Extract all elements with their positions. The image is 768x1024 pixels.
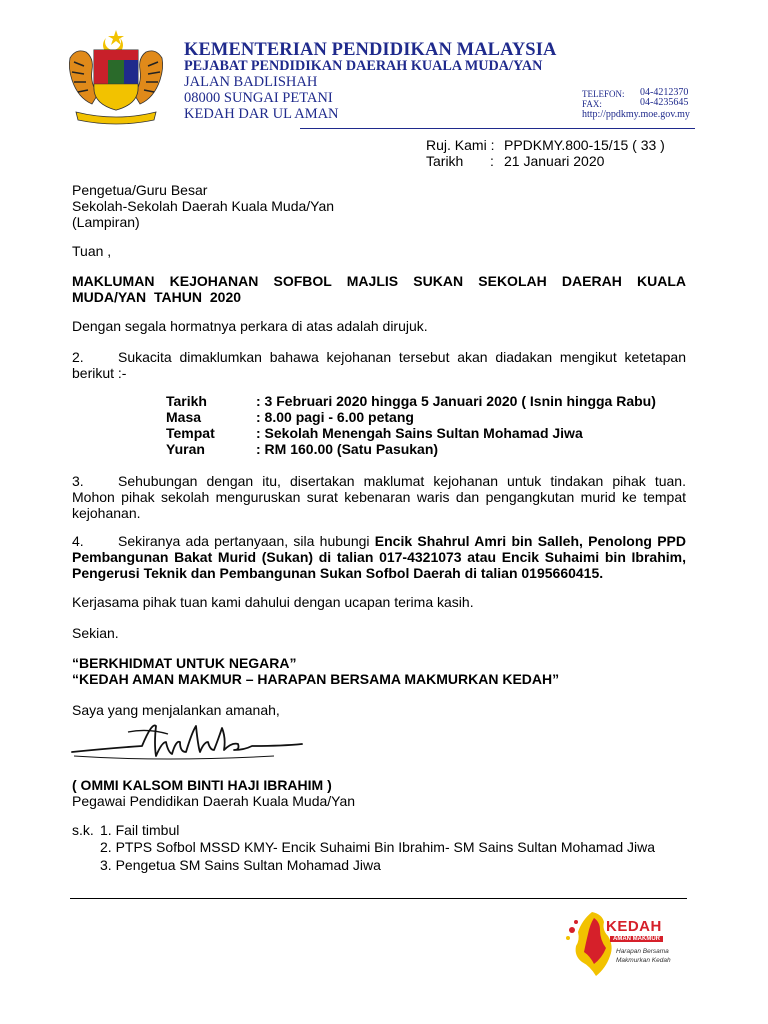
sekian: Sekian.: [72, 625, 119, 641]
detail-row-venue: [166, 425, 656, 441]
signoff-line: Saya yang menjalankan amanah,: [72, 702, 280, 718]
coat-of-arms-icon: [62, 28, 170, 128]
detail-row-fee: [166, 441, 656, 457]
address-line-3: KEDAH DAR UL AMAN: [184, 106, 339, 122]
kedah-slogan-1: Harapan Bersama: [616, 948, 669, 955]
kedah-slogan-2: Makmurkan Kedah: [616, 957, 671, 964]
date-value: 21 Januari 2020: [504, 153, 605, 169]
closing-line: Kerjasama pihak tuan kami dahului dengan ucapan terima kasih.: [72, 594, 474, 610]
telefon-value: 04-4212370: [640, 87, 689, 98]
paragraph-4: [72, 533, 686, 581]
cc-label: s.k.: [72, 822, 94, 838]
cc-item-3: 3. Pengetua SM Sains Sultan Mohamad Jiwa: [100, 857, 381, 873]
detail-value: : Sekolah Menengah Sains Sultan Mohamad Jiwa: [256, 425, 583, 441]
kedah-aman-makmur-logo: [562, 908, 682, 980]
motto-2: “KEDAH AMAN MAKMUR – HARAPAN BERSAMA MAKMURKAN KEDAH”: [72, 671, 560, 687]
signature-icon: [70, 718, 310, 774]
paragraph-1: Dengan segala hormatnya perkara di atas adalah dirujuk.: [72, 318, 428, 334]
website-link[interactable]: http://ppdkmy.moe.gov.my: [582, 109, 690, 120]
kedah-tag: AMAN MAKMUR: [610, 936, 663, 942]
detail-label: Tempat: [166, 425, 215, 441]
cc-item-2: 2. PTPS Sofbol MSSD KMY- Encik Suhaimi Bin Ibrahim- SM Sains Sultan Mohamad Jiwa: [100, 839, 656, 855]
detail-value: : RM 160.00 (Satu Pasukan): [256, 441, 439, 457]
paragraph-4-number: 4.: [72, 533, 84, 549]
detail-value: : 3 Februari 2020 hingga 5 Januari 2020 ( Isnin hingga Rabu): [256, 393, 656, 409]
motto-1: “BERKHIDMAT UNTUK NEGARA”: [72, 655, 297, 671]
org-subtitle: PEJABAT PENDIDIKAN DAERAH KUALA MUDA/YAN: [184, 58, 543, 74]
detail-value: : 8.00 pagi - 6.00 petang: [256, 409, 414, 425]
paragraph-2: Sukacita dimaklumkan bahawa kejohanan tersebut akan diadakan mengikut ketetapan berikut :-: [72, 349, 686, 381]
address-line-1: JALAN BADLISHAH: [184, 74, 318, 90]
kedah-brand: KEDAH: [606, 918, 662, 935]
cc-item-1: 1. Fail timbul: [100, 822, 180, 838]
date-colon: :: [490, 153, 494, 169]
detail-row-date: [166, 393, 656, 409]
fax-value: 04-4235645: [640, 97, 689, 108]
date-label: Tarikh: [426, 153, 464, 169]
detail-label: Tarikh: [166, 393, 207, 409]
paragraph-4-contacts: Encik Shahrul Amri bin Salleh, Penolong PPD Pembangunan Bakat Murid (Sukan) di talian 017-4321073 atau Encik Suhaimi bin Ibrahim, Pengerusi Teknik dan Pembangunan Sukan Sofbol Daerah di talian 0195660415.: [72, 533, 686, 581]
recipient-line-1: Pengetua/Guru Besar: [72, 182, 208, 198]
fax-label: FAX:: [582, 99, 602, 109]
paragraph-3-number: 3.: [72, 473, 84, 489]
detail-label: Yuran: [166, 441, 205, 457]
recipient-line-2: Sekolah-Sekolah Daerah Kuala Muda/Yan: [72, 198, 335, 214]
ref-label: Ruj. Kami :: [426, 137, 495, 153]
paragraph-3: Sehubungan dengan itu, disertakan maklumat kejohanan untuk tindakan pihak tuan. Mohon pihak sekolah menguruskan surat kebenaran waris dan pengangkutan murid ke tempat kejohanan.: [72, 473, 686, 521]
signatory-title: Pegawai Pendidikan Daerah Kuala Muda/Yan: [72, 793, 356, 809]
ref-value: PPDKMY.800-15/15 ( 33 ): [504, 137, 665, 153]
salutation: Tuan ,: [72, 243, 112, 259]
recipient-line-3: (Lampiran): [72, 214, 140, 230]
footer-divider: [70, 898, 687, 899]
subject-heading: MAKLUMAN KEJOHANAN SOFBOL MAJLIS SUKAN SEKOLAH DAERAH KUALA MUDA/YAN TAHUN 2020: [72, 273, 686, 305]
detail-label: Masa: [166, 409, 202, 425]
detail-row-time: [166, 409, 656, 425]
header-divider: [300, 128, 695, 129]
telefon-label: TELEFON:: [582, 89, 625, 99]
address-line-2: 08000 SUNGAI PETANI: [184, 90, 333, 106]
signatory-name: ( OMMI KALSOM BINTI HAJI IBRAHIM ): [72, 777, 332, 793]
event-details-table: [166, 393, 656, 457]
paragraph-4-text: Sekiranya ada pertanyaan, sila hubungi: [118, 533, 375, 549]
paragraph-2-number: 2.: [72, 349, 84, 365]
org-title: KEMENTERIAN PENDIDIKAN MALAYSIA: [184, 40, 557, 60]
